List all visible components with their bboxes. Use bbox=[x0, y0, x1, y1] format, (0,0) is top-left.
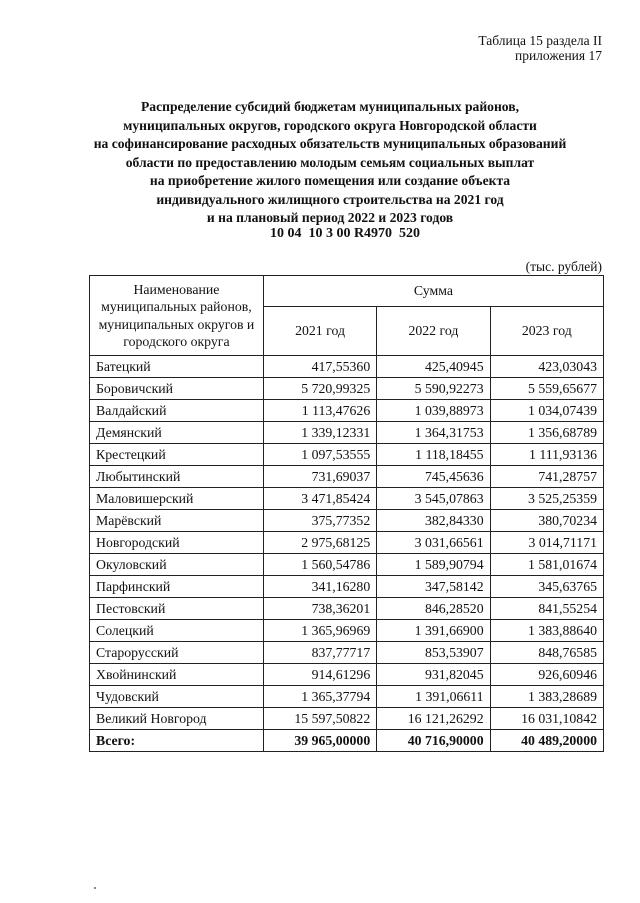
table-row bbox=[90, 576, 604, 598]
value-2022: 5 590,92273 bbox=[377, 378, 490, 400]
value-2023: 1 581,01674 bbox=[490, 554, 603, 576]
value-2022: 1 391,06611 bbox=[377, 686, 490, 708]
table-row bbox=[90, 488, 604, 510]
value-2022: 745,45636 bbox=[377, 466, 490, 488]
value-2021: 1 113,47626 bbox=[263, 400, 376, 422]
table-reference-line: Таблица 15 раздела II bbox=[478, 33, 602, 48]
value-2021: 914,61296 bbox=[263, 664, 376, 686]
table-reference-note bbox=[478, 33, 602, 63]
value-2022: 3 031,66561 bbox=[377, 532, 490, 554]
value-2022: 1 039,88973 bbox=[377, 400, 490, 422]
appendix-reference-line: приложения 17 bbox=[514, 48, 602, 63]
value-2023: 1 356,68789 bbox=[490, 422, 603, 444]
municipality-name: Любытинский bbox=[90, 466, 264, 488]
value-2021: 15 597,50822 bbox=[263, 708, 376, 730]
table-row bbox=[90, 686, 604, 708]
municipality-name: Парфинский bbox=[90, 576, 264, 598]
value-2023: 1 383,28689 bbox=[490, 686, 603, 708]
table-row bbox=[90, 444, 604, 466]
value-2023: 741,28757 bbox=[490, 466, 603, 488]
value-2022: 347,58142 bbox=[377, 576, 490, 598]
value-2021: 738,36201 bbox=[263, 598, 376, 620]
value-2022: 853,53907 bbox=[377, 642, 490, 664]
value-2021: 1 560,54786 bbox=[263, 554, 376, 576]
municipality-name: Чудовский bbox=[90, 686, 264, 708]
municipality-name: Хвойнинский bbox=[90, 664, 264, 686]
value-2023: 841,55254 bbox=[490, 598, 603, 620]
municipality-name: Новгородский bbox=[90, 532, 264, 554]
value-2021: 3 471,85424 bbox=[263, 488, 376, 510]
value-2023: 926,60946 bbox=[490, 664, 603, 686]
name-column-header: Наименование муниципальных районов, муниципальных округов и городского округа bbox=[90, 276, 264, 356]
value-2022: 1 118,18455 bbox=[377, 444, 490, 466]
value-2023: 5 559,65677 bbox=[490, 378, 603, 400]
table-row bbox=[90, 642, 604, 664]
municipality-name: Демянский bbox=[90, 422, 264, 444]
value-2022: 1 589,90794 bbox=[377, 554, 490, 576]
value-2022: 382,84330 bbox=[377, 510, 490, 532]
title-line: Распределение субсидий бюджетам муниципальных районов, bbox=[140, 99, 520, 114]
table-row bbox=[90, 620, 604, 642]
table-row bbox=[90, 664, 604, 686]
municipality-name: Старорусский bbox=[90, 642, 264, 664]
value-2021: 1 097,53555 bbox=[263, 444, 376, 466]
value-2022: 3 545,07863 bbox=[377, 488, 490, 510]
municipality-name: Окуловский bbox=[90, 554, 264, 576]
municipality-name: Боровичский bbox=[90, 378, 264, 400]
value-2021: 2 975,68125 bbox=[263, 532, 376, 554]
table-body bbox=[90, 356, 604, 752]
year-2023-header: 2023 год bbox=[490, 307, 603, 356]
budget-classification-code: 10 04 10 3 00 R4970 520 bbox=[269, 226, 421, 241]
units-label: (тыс. рублей) bbox=[525, 259, 602, 274]
title-line: области по предоставлению молодым семьям социальных выплат bbox=[125, 154, 535, 170]
municipality-name: Великий Новгород bbox=[90, 708, 264, 730]
value-2023: 345,63765 bbox=[490, 576, 603, 598]
table-row bbox=[90, 400, 604, 422]
year-2022-header: 2022 год bbox=[377, 307, 490, 356]
municipality-name: Солецкий bbox=[90, 620, 264, 642]
total-label: Всего: bbox=[90, 730, 264, 752]
value-2022: 846,28520 bbox=[377, 598, 490, 620]
subsidy-distribution-table bbox=[89, 275, 604, 752]
value-2021: 1 339,12331 bbox=[263, 422, 376, 444]
value-2023: 3 525,25359 bbox=[490, 488, 603, 510]
value-2021: 417,55360 bbox=[263, 356, 376, 378]
table-row bbox=[90, 598, 604, 620]
sum-column-header: Сумма bbox=[263, 276, 603, 307]
value-2023: 1 383,88640 bbox=[490, 620, 603, 642]
municipality-name: Валдайский bbox=[90, 400, 264, 422]
table-row bbox=[90, 708, 604, 730]
title-line: и на плановый период 2022 и 2023 годов bbox=[206, 210, 454, 225]
scan-speck bbox=[94, 887, 96, 889]
value-2022: 16 121,26292 bbox=[377, 708, 490, 730]
total-2021: 39 965,00000 bbox=[263, 730, 376, 752]
municipality-name: Крестецкий bbox=[90, 444, 264, 466]
value-2021: 837,77717 bbox=[263, 642, 376, 664]
value-2023: 380,70234 bbox=[490, 510, 603, 532]
title-line: муниципальных округов, городского округа Новгородской области bbox=[123, 117, 537, 133]
total-2022: 40 716,90000 bbox=[377, 730, 490, 752]
document-title bbox=[60, 98, 600, 228]
value-2023: 1 111,93136 bbox=[490, 444, 603, 466]
value-2022: 425,40945 bbox=[377, 356, 490, 378]
table-row bbox=[90, 356, 604, 378]
total-2023: 40 489,20000 bbox=[490, 730, 603, 752]
table-row bbox=[90, 422, 604, 444]
value-2021: 5 720,99325 bbox=[263, 378, 376, 400]
table-row bbox=[90, 554, 604, 576]
municipality-name: Батецкий bbox=[90, 356, 264, 378]
value-2023: 16 031,10842 bbox=[490, 708, 603, 730]
value-2023: 848,76585 bbox=[490, 642, 603, 664]
value-2022: 1 364,31753 bbox=[377, 422, 490, 444]
municipality-name: Маловишерский bbox=[90, 488, 264, 510]
value-2021: 341,16280 bbox=[263, 576, 376, 598]
table-row bbox=[90, 510, 604, 532]
year-2021-header: 2021 год bbox=[263, 307, 376, 356]
title-line: индивидуального жилищного строительства на 2021 год bbox=[156, 191, 504, 207]
value-2023: 3 014,71171 bbox=[490, 532, 603, 554]
value-2021: 1 365,96969 bbox=[263, 620, 376, 642]
value-2022: 931,82045 bbox=[377, 664, 490, 686]
table-row bbox=[90, 378, 604, 400]
value-2022: 1 391,66900 bbox=[377, 620, 490, 642]
value-2021: 731,69037 bbox=[263, 466, 376, 488]
value-2021: 1 365,37794 bbox=[263, 686, 376, 708]
table-row bbox=[90, 466, 604, 488]
title-line: на софинансирование расходных обязательств муниципальных образований bbox=[93, 136, 567, 151]
municipality-name: Пестовский bbox=[90, 598, 264, 620]
municipality-name: Марёвский bbox=[90, 510, 264, 532]
value-2023: 1 034,07439 bbox=[490, 400, 603, 422]
total-row bbox=[90, 730, 604, 752]
value-2021: 375,77352 bbox=[263, 510, 376, 532]
table-row bbox=[90, 532, 604, 554]
value-2023: 423,03043 bbox=[490, 356, 603, 378]
title-line: на приобретение жилого помещения или создание объекта bbox=[149, 173, 511, 188]
